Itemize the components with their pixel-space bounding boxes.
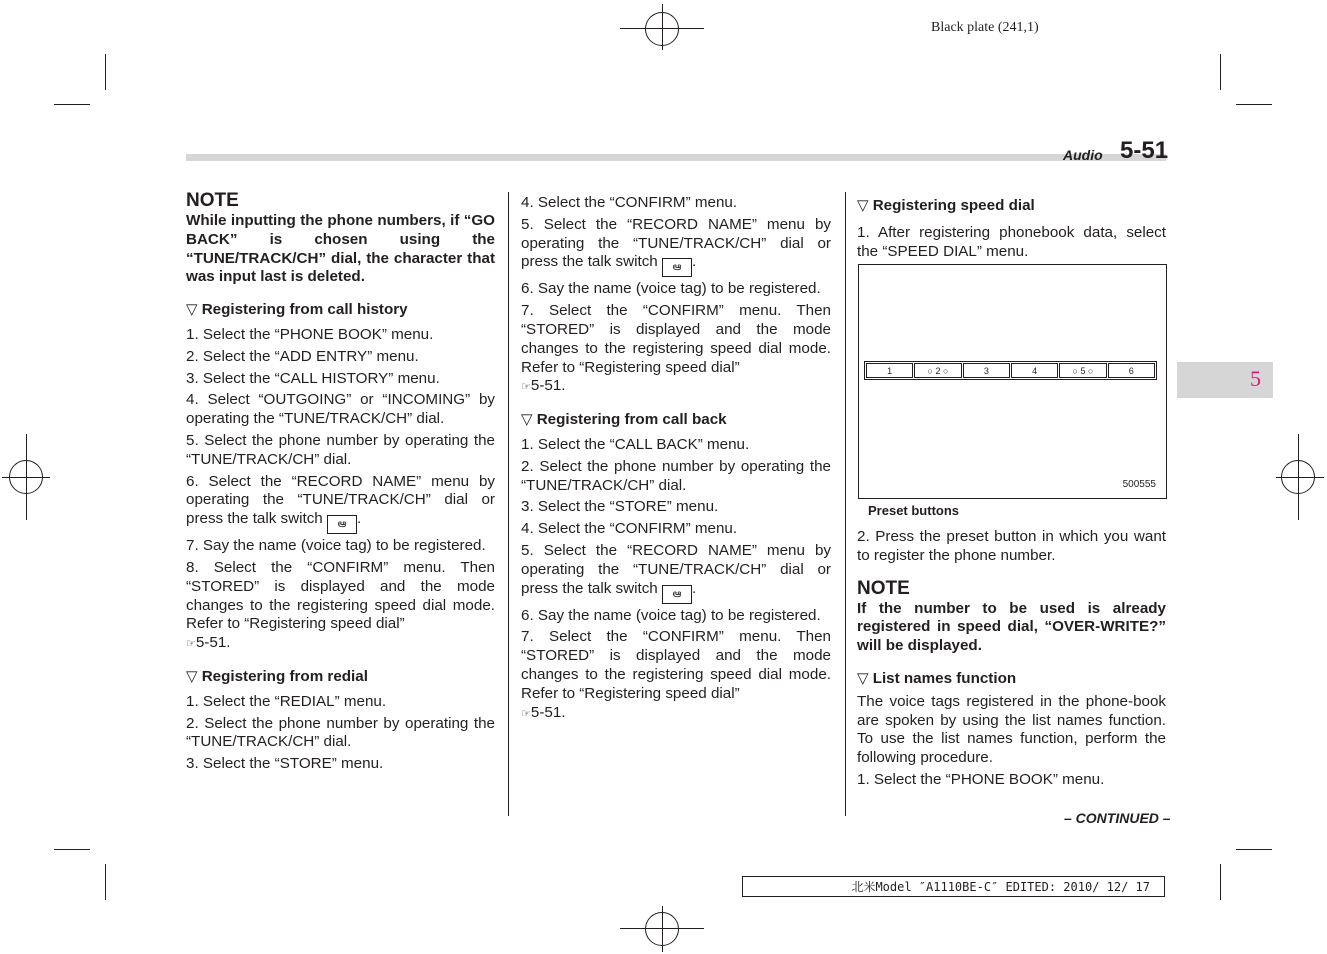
figure-code: 500555 xyxy=(1122,479,1156,490)
page-reference-icon: ☞ xyxy=(186,638,196,651)
crop-mark xyxy=(1236,849,1272,850)
step: 1. Select the “REDIAL” menu. xyxy=(186,692,387,710)
talk-switch-icon: ఆ xyxy=(662,585,692,604)
figure-caption: Preset buttons xyxy=(868,503,960,518)
edit-info-box: 北米Model ″A1110BE-C″ EDITED: 2010/ 12/ 17 xyxy=(742,876,1165,897)
section-triangle-icon: ▽ xyxy=(186,301,198,319)
step: 2. Select the “ADD ENTRY” menu. xyxy=(186,347,419,365)
step: 2. Select the phone number by operating the “TUNE/TRACK/CH” dial. xyxy=(186,714,495,751)
note-body: If the number to be used is already registered in speed dial, “OVER-WRITE?” will be displayed. xyxy=(857,599,1166,655)
page-reference: ☞5-51. xyxy=(521,703,566,721)
section-title: ▽ List names function xyxy=(857,669,1017,687)
crop-mark xyxy=(1220,54,1221,90)
preset-button: 4 xyxy=(1011,363,1058,378)
step: 4. Select “OUTGOING” or “INCOMING” by operating the “TUNE/TRACK/CH” dial. xyxy=(186,391,495,428)
step: 1. After registering phonebook data, select the “SPEED DIAL” menu. xyxy=(857,223,1166,260)
step: 2. Select the phone number by operating the “TUNE/TRACK/CH” dial. xyxy=(521,457,831,494)
crop-mark xyxy=(105,864,106,900)
crop-mark xyxy=(1236,104,1272,105)
plate-label: Black plate (241,1) xyxy=(931,20,1039,35)
page-reference: ☞5-51. xyxy=(521,377,566,395)
section-triangle-icon: ▽ xyxy=(857,197,869,214)
page-number: 5-51 xyxy=(1120,137,1169,164)
step: 7. Select the “CONFIRM” menu. Then “STORED” is displayed and the mode changes to the registering speed dial mode. Refer to “Registering speed dial” xyxy=(521,302,831,376)
step: 3. Select the “CALL HISTORY” menu. xyxy=(186,369,440,387)
section-title: ▽ Registering from redial xyxy=(186,667,368,685)
step: 1. Select the “PHONE BOOK” menu. xyxy=(186,325,434,343)
note-body: While inputting the phone numbers, if “GO BACK” is chosen using the “TUNE/TRACK/CH” dial, the character that was input last is deleted. xyxy=(186,212,495,286)
section-title: ▽ Registering from call history xyxy=(186,301,408,319)
column-2 xyxy=(521,194,831,723)
step: 4. Select the “CONFIRM” menu. xyxy=(521,194,738,211)
column-3 xyxy=(857,197,1166,261)
step: 5. Select the “RECORD NAME” menu by operating the “TUNE/TRACK/CH” dial or press the talk switch ఆ . xyxy=(521,216,831,278)
step: 4. Select the “CONFIRM” menu. xyxy=(521,520,738,538)
column-3-lower xyxy=(857,528,1166,790)
registration-mark xyxy=(26,434,27,520)
step: 7. Select the “CONFIRM” menu. Then “STORED” is displayed and the mode changes to the registering speed dial mode. Refer to “Registering speed dial” xyxy=(521,628,831,702)
preset-button: 3 xyxy=(963,363,1010,378)
column-1 xyxy=(186,190,495,774)
step: 6. Say the name (voice tag) to be registered. xyxy=(521,606,821,624)
chapter-tab xyxy=(1177,362,1273,398)
section-title: ▽ Registering speed dial xyxy=(857,197,1035,214)
preset-button: ○ 5 ○ xyxy=(1059,363,1106,378)
note-heading: NOTE xyxy=(857,577,910,599)
header-bar xyxy=(186,154,1166,161)
preset-button: 6 xyxy=(1108,363,1155,378)
crop-mark xyxy=(54,104,90,105)
step: 3. Select the “STORE” menu. xyxy=(186,755,384,773)
step: 2. Press the preset button in which you want to register the phone number. xyxy=(857,528,1166,564)
section-triangle-icon: ▽ xyxy=(857,669,869,687)
step: 8. Select the “CONFIRM” menu. Then “STORED” is displayed and the mode changes to the registering speed dial mode. Refer to “Registering speed dial” xyxy=(186,558,495,633)
registration-mark xyxy=(1298,434,1299,520)
step: 3. Select the “STORE” menu. xyxy=(521,498,719,516)
step: 6. Select the “RECORD NAME” menu by operating the “TUNE/TRACK/CH” dial or press the talk switch ఆ . xyxy=(186,473,495,535)
preset-button-row xyxy=(864,361,1157,380)
chapter-tab-number: 5 xyxy=(1250,366,1261,391)
crop-mark xyxy=(1220,864,1221,900)
talk-switch-icon: ఆ xyxy=(327,515,357,534)
registration-mark xyxy=(662,906,663,952)
section-title: ▽ Registering from call back xyxy=(521,411,727,429)
page-reference-icon: ☞ xyxy=(521,707,531,720)
preset-buttons-figure xyxy=(858,264,1167,499)
step: 5. Select the phone number by operating the “TUNE/TRACK/CH” dial. xyxy=(186,431,495,468)
step: 6. Say the name (voice tag) to be registered. xyxy=(521,280,821,298)
crop-mark xyxy=(54,849,90,850)
note-heading: NOTE xyxy=(186,190,239,211)
talk-switch-icon: ఆ xyxy=(662,258,692,277)
section-triangle-icon: ▽ xyxy=(521,411,533,429)
paragraph: The voice tags registered in the phone-book are spoken by using the list names function. To use the list names function, perform the following procedure. xyxy=(857,692,1166,767)
registration-mark xyxy=(1276,477,1324,478)
preset-button: ○ 2 ○ xyxy=(914,363,961,378)
section-name: Audio xyxy=(1063,147,1103,163)
step: 1. Select the “CALL BACK” menu. xyxy=(521,435,750,453)
step: 1. Select the “PHONE BOOK” menu. xyxy=(857,770,1105,788)
continued-label: – CONTINUED – xyxy=(1064,810,1171,826)
step: 5. Select the “RECORD NAME” menu by operating the “TUNE/TRACK/CH” dial or press the talk switch ఆ . xyxy=(521,542,831,604)
column-divider xyxy=(508,192,509,816)
column-divider xyxy=(845,192,846,816)
preset-button: 1 xyxy=(866,363,913,378)
page-reference-icon: ☞ xyxy=(521,381,531,394)
crop-mark xyxy=(105,54,106,90)
page-reference: ☞5-51. xyxy=(186,634,231,652)
registration-mark xyxy=(662,4,663,50)
step: 7. Say the name (voice tag) to be registered. xyxy=(186,537,486,555)
section-triangle-icon: ▽ xyxy=(186,667,198,685)
